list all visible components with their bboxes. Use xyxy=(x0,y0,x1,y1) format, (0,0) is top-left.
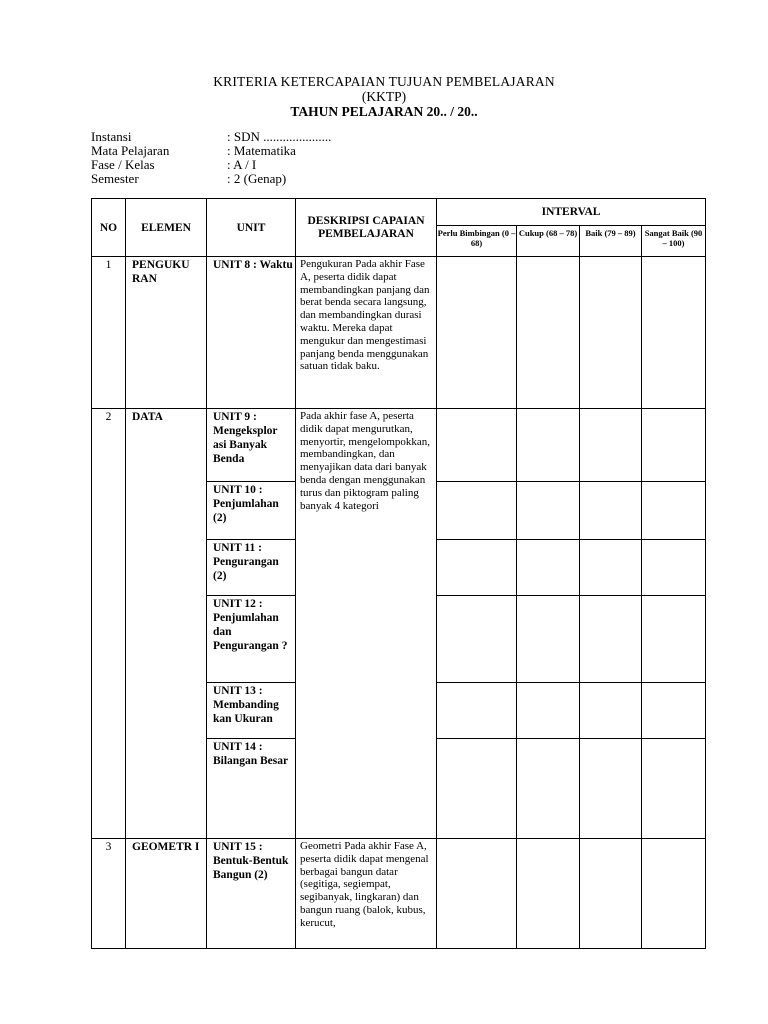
info-label: Semester xyxy=(91,171,139,186)
header-no: NO xyxy=(92,199,126,257)
header-deskripsi: DESKRIPSI CAPAIAN PEMBELAJARAN xyxy=(296,199,437,257)
header-baik: Baik (79 – 89) xyxy=(580,226,642,257)
document-title xyxy=(0,74,768,119)
score-cell[interactable] xyxy=(437,482,517,540)
row-no: 2 xyxy=(92,409,126,839)
score-cell[interactable] xyxy=(517,839,580,949)
score-cell[interactable] xyxy=(642,683,706,739)
score-cell[interactable] xyxy=(580,409,642,482)
title-line-2: (KKTP) xyxy=(361,89,407,104)
score-cell[interactable] xyxy=(580,540,642,596)
row-deskripsi: Pada akhir fase A, peserta didik dapat mengurutkan, menyortir, mengelompokkan, membandingkan, dan menyajikan data dari banyak benda dengan menggunakan turus dan piktogram paling banyak 4 kategori xyxy=(296,409,437,839)
header-interval: INTERVAL xyxy=(437,199,706,226)
row-unit: UNIT 10 : Penjumlahan (2) xyxy=(207,482,296,540)
score-cell[interactable] xyxy=(642,596,706,683)
score-cell[interactable] xyxy=(517,257,580,409)
score-cell[interactable] xyxy=(517,540,580,596)
header-perlu-bimbingan: Perlu Bimbingan (0 – 68) xyxy=(437,226,517,257)
row-unit: UNIT 13 : Membanding kan Ukuran xyxy=(207,683,296,739)
row-unit: UNIT 14 : Bilangan Besar xyxy=(207,739,296,839)
score-cell[interactable] xyxy=(437,839,517,949)
row-unit: UNIT 8 : Waktu xyxy=(207,257,296,409)
row-elemen: PENGUKU RAN xyxy=(126,257,207,409)
score-cell[interactable] xyxy=(580,683,642,739)
score-cell[interactable] xyxy=(642,482,706,540)
score-cell[interactable] xyxy=(517,409,580,482)
row-unit: UNIT 11 : Pengurangan (2) xyxy=(207,540,296,596)
score-cell[interactable] xyxy=(642,540,706,596)
score-cell[interactable] xyxy=(437,409,517,482)
title-line-1: KRITERIA KETERCAPAIAN TUJUAN PEMBELAJARAN xyxy=(213,74,555,89)
row-no: 1 xyxy=(92,257,126,409)
row-deskripsi: Geometri Pada akhir Fase A, peserta didik dapat mengenal berbagai bangun datar (segitiga, segiempat, segibanyak, lingkaran) dan bangun ruang (balok, kubus, kerucut, xyxy=(296,839,437,949)
score-cell[interactable] xyxy=(580,257,642,409)
info-label: Mata Pelajaran xyxy=(91,143,170,158)
score-cell[interactable] xyxy=(517,482,580,540)
kktp-table xyxy=(91,198,706,949)
row-elemen: GEOMETR I xyxy=(126,839,207,949)
title-line-3: TAHUN PELAJARAN 20.. / 20.. xyxy=(290,104,478,119)
info-value: : 2 (Genap) xyxy=(227,171,287,186)
table-row xyxy=(92,257,706,409)
row-unit: UNIT 9 : Mengeksplor asi Banyak Benda xyxy=(207,409,296,482)
score-cell[interactable] xyxy=(642,839,706,949)
score-cell[interactable] xyxy=(437,540,517,596)
info-label: Instansi xyxy=(91,129,132,144)
table-row xyxy=(92,839,706,949)
score-cell[interactable] xyxy=(580,739,642,839)
score-cell[interactable] xyxy=(642,409,706,482)
info-value: : A / I xyxy=(227,157,257,172)
info-label: Fase / Kelas xyxy=(91,157,155,172)
score-cell[interactable] xyxy=(580,839,642,949)
score-cell[interactable] xyxy=(437,596,517,683)
score-cell[interactable] xyxy=(642,739,706,839)
row-deskripsi: Pengukuran Pada akhir Fase A, peserta didik dapat membandingkan panjang dan berat benda secara langsung, dan membandingkan durasi waktu. Mereka dapat mengukur dan mengestimasi panjang benda menggunakan satuan tidak baku. xyxy=(296,257,437,409)
table-row xyxy=(92,409,706,482)
score-cell[interactable] xyxy=(437,683,517,739)
score-cell[interactable] xyxy=(517,683,580,739)
header-unit: UNIT xyxy=(207,199,296,257)
header-row-top xyxy=(92,199,706,226)
info-value: : SDN ..................... xyxy=(227,129,332,144)
header-elemen: ELEMEN xyxy=(126,199,207,257)
score-cell[interactable] xyxy=(642,257,706,409)
row-unit: UNIT 12 : Penjumlahan dan Pengurangan ? xyxy=(207,596,296,683)
score-cell[interactable] xyxy=(437,257,517,409)
row-unit: UNIT 15 : Bentuk-Bentuk Bangun (2) xyxy=(207,839,296,949)
score-cell[interactable] xyxy=(517,739,580,839)
header-cukup: Cukup (68 – 78) xyxy=(517,226,580,257)
info-value: : Matematika xyxy=(227,143,296,158)
score-cell[interactable] xyxy=(580,596,642,683)
score-cell[interactable] xyxy=(437,739,517,839)
header-sangat-baik: Sangat Baik (90 – 100) xyxy=(642,226,706,257)
score-cell[interactable] xyxy=(517,596,580,683)
row-elemen: DATA xyxy=(126,409,207,839)
score-cell[interactable] xyxy=(580,482,642,540)
row-no: 3 xyxy=(92,839,126,949)
